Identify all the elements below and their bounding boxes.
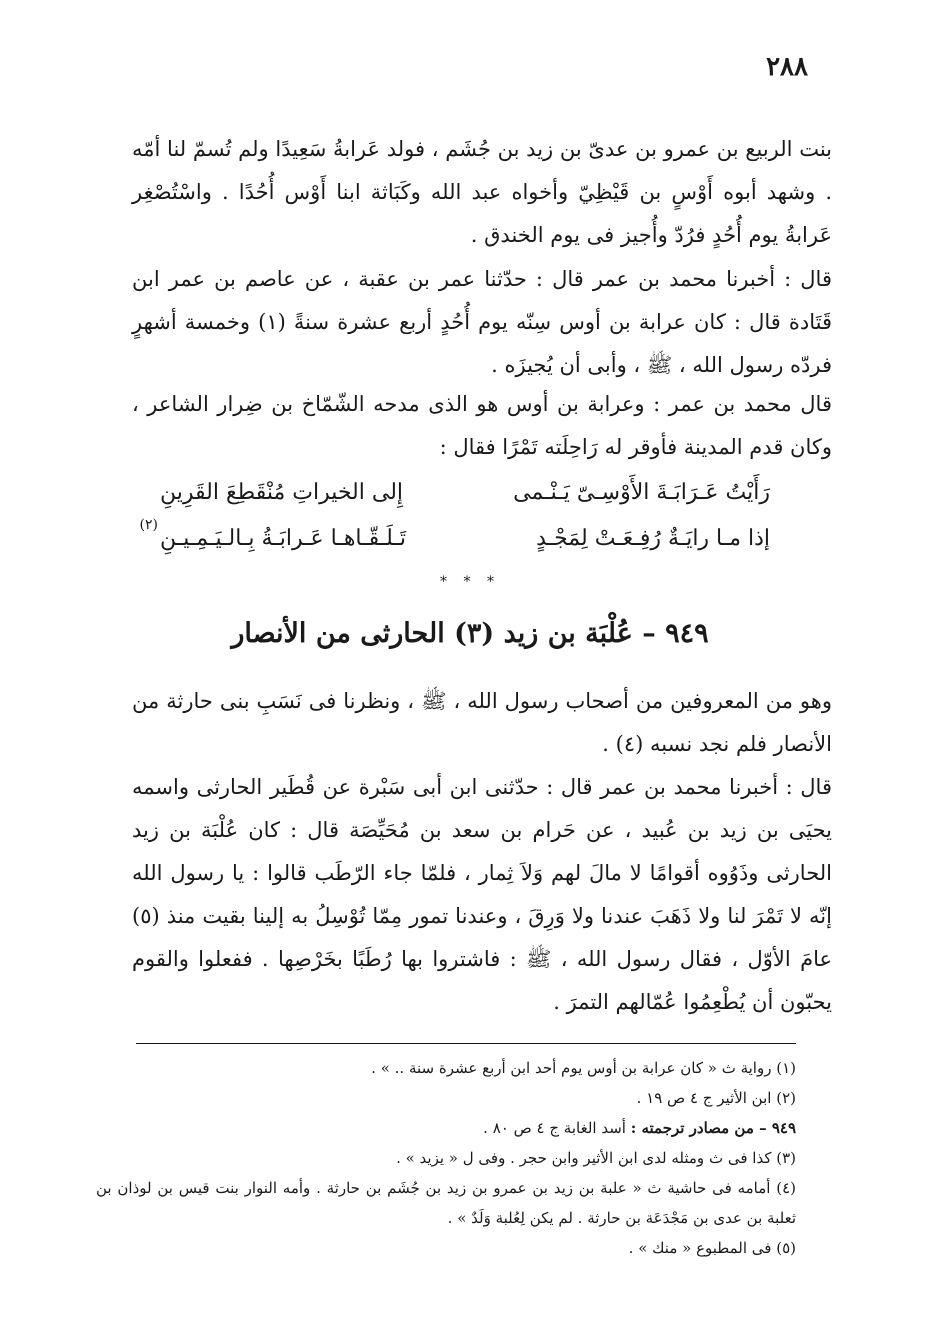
paragraph-3: قال محمد بن عمر : وعرابة بن أوس هو الذى مدحه الشّمّاخ بن ضِرار الشاعر ، وكان قدم المدينة فأوقر له رَاحِلَته تَمْرًا فقال : — [132, 392, 832, 459]
entry-heading: ٩٤٩ – عُلْبَة بن زيد (٣) الحارثى من الأنصار — [231, 618, 709, 649]
sources-text: أسد الغابة ج ٤ ص ٨٠ . — [483, 1119, 626, 1137]
verse-2-first-hemistich: إذا مـا رايَـةٌ رُفِـعَـتْ لِمَجْـدٍ — [536, 526, 770, 551]
footnote-3: (٣) كذا فى ث ومثله لدى ابن الأثير وابن حجر . وفى ل « يزيد » . — [396, 1149, 796, 1167]
verse-1-first-hemistich: رَأَيْتُ عَـرَابَـةَ الأَوْسِـىّ يَـنْـمى — [513, 480, 770, 505]
footnote-5: (٥) فى المطبوع « منك » . — [628, 1239, 796, 1257]
paragraph-4: وهو من المعروفين من أصحاب رسول الله ، ﷺ ، ونظرنا فى نَسَبِ بنى حارثة من الأنصار فلم نجد نسبه (٤) . — [132, 689, 832, 756]
poem-verse-1 — [160, 470, 770, 516]
verse-1-second-hemistich: إِلى الخيراتِ مُنْقَطِعَ القَرِينِ — [160, 480, 404, 505]
footnote-1: (١) رواية ث « كان عرابة بن أوس يوم أحد ابن أربع عشرة سنة .. » . — [371, 1059, 796, 1077]
footnote-sources — [96, 1113, 796, 1143]
paragraph-2: قال : أخبرنا محمد بن عمر قال : حدّثنا عمر بن عقبة ، عن عاصم بن عمر ابن قَتَادة قال : كان عرابة بن أوس سِنّه يوم أُحُدٍ أربع عشرة سنةً (١) وخمسة أشهرٍ فردّه رسول الله ، ﷺ ، وأبى أن يُجيزَه . — [132, 267, 833, 377]
poem — [160, 470, 770, 562]
sources-label: ٩٤٩ – من مصادر ترجمته : — [630, 1119, 796, 1137]
paragraph-5: قال : أخبرنا محمد بن عمر قال : حدّثنى ابن أبى سَبْرة عن قُطَير الحارثى واسمه يحيَى بن زيد بن عُبيد ، عن حَرام بن سعد بن مُحَيِّصَة قال : كان عُلْبَة بن زيد الحارثى وذَوُوه أقوامًا لا مالَ لهم وَلاَ ثِمار ، فلمّا جاء الرّطَب قالوا : يا رسول الله إنّه لا تَمْرَ لنا ولا ذَهَبَ عندنا ولا وَرِقَ ، وعندنا تمور مِمّا تُوْسِلُ به إلينا بقيت منذ (٥) عامَ الأوّل ، فقال رسول الله ، ﷺ : فاشتروا بها رُطَبًا بخَرْصِها . ففعلوا والقوم يحبّون أن يُطْعِمُوا عُمّالهم التمرَ . — [132, 775, 832, 1014]
paragraph-1: بنت الربيع بن عمرو بن عدىّ بن زيد بن جُشَم ، فولد عَرابةُ سَعِيدًا ولم تُسمّ لنا أمّه . وشهد أبوه أَوْسٍ بن قَيْظِيّ وأخواه عبد الله وكَبَاثة ابنا أَوْس أُحُدًا . واسْتُصْغِر عَرابةُ يوم أُحُدٍ فرُدّ وأُجيز فى يوم الخندق . — [132, 137, 832, 247]
footnote-2: (٢) ابن الأثير ج ٤ ص ١٩ . — [636, 1089, 796, 1107]
poem-footnote-marker: (٢) — [139, 517, 158, 533]
poem-verse-2 — [160, 516, 770, 562]
footnote-4: (٤) أمامه فى حاشية ث « علبة بن زيد بن عمرو بن زيد بن جُشَم بن حارثة . وأمه النوار بنت قيس بن لوذان بن ثعلبة بن عدى بن مَجْدَعَة بن حارثة . لم يكن لِعُلبة وَلَدٌ » . — [96, 1179, 796, 1227]
footnote-divider — [136, 1043, 796, 1044]
page-number: ٢٨٨ — [766, 52, 808, 82]
footnotes — [96, 1053, 796, 1263]
verse-2-second-hemistich: تَـلَـقّـاهـا عَـرابَـةُ بِـالـيَـمِـيـنِ — [160, 526, 406, 551]
section-separator: * * * — [440, 574, 500, 590]
